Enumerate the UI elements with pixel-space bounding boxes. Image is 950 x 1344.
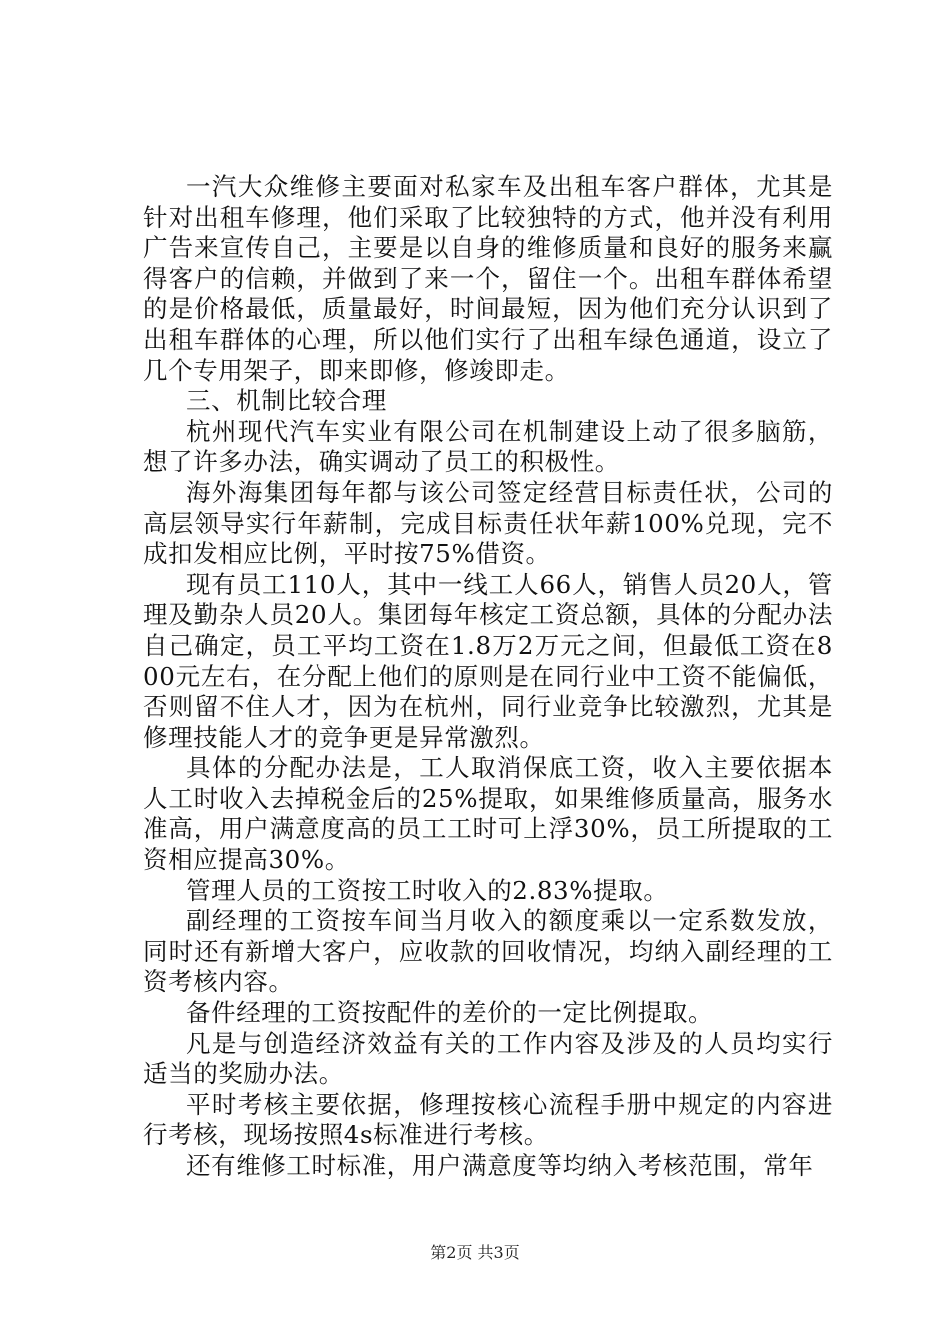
section-heading-mechanism: 三、机制比较合理 <box>186 386 387 416</box>
paragraph-deputy-manager-wages: 副经理的工资按车间当月收入的额度乘以一定系数发放，同时还有新增大客户，应收款的回收情况，均纳入副经理的工资考核内容。 <box>143 906 833 997</box>
document-body <box>143 172 833 1182</box>
page-number-footer: 第2页 共3页 <box>430 1243 520 1262</box>
paragraph-reward-method: 凡是与创造经济效益有关的工作内容及涉及的人员均实行适当的奖励办法。 <box>143 1028 833 1089</box>
paragraph-taxi-service: 一汽大众维修主要面对私家车及出租车客户群体，尤其是针对出租车修理，他们采取了比较独特的方式，他并没有利用广告来宣传自己，主要是以自身的维修质量和良好的服务来赢得客户的信赖，并做到了来一个，留住一个。出租车群体希望的是价格最低，质量最好，时间最短，因为他们充分认识到了出租车群体的心理，所以他们实行了出租车绿色通道，设立了几个专用架子，即来即修，修竣即走。 <box>143 172 833 385</box>
paragraph-distribution-method: 具体的分配办法是，工人取消保底工资，收入主要依据本人工时收入去掉税金后的25%提取，如果维修质量高，服务水准高，用户满意度高的员工工时可上浮30%，员工所提取的工资相应提高30%。 <box>143 753 833 875</box>
paragraph-hangzhou-mechanism: 杭州现代汽车实业有限公司在机制建设上动了很多脑筋，想了许多办法，确实调动了员工的积极性。 <box>143 416 833 477</box>
paragraph-assessment-scope: 还有维修工时标准，用户满意度等均纳入考核范围，常年 <box>186 1151 814 1180</box>
paragraph-manager-wages: 管理人员的工资按工时收入的2.83%提取。 <box>186 875 669 905</box>
paragraph-staff-wages: 现有员工110人，其中一线工人66人，销售人员20人，管理及勤杂人员20人。集团每年核定工资总额，具体的分配办法自己确定，员工平均工资在1.8万2万元之间，但最低工资在800元左右，在分配上他们的原则是在同行业中工资不能偏低，否则留不住人才，因为在杭州，同行业竞争比较激烈，尤其是修理技能人才的竞争更是异常激烈。 <box>143 569 833 752</box>
paragraph-annual-salary: 海外海集团每年都与该公司签定经营目标责任状，公司的高层领导实行年薪制，完成目标责任状年薪100%兑现，完不成扣发相应比例，平时按75%借资。 <box>143 477 833 569</box>
paragraph-assessment-basis: 平时考核主要依据，修理按核心流程手册中规定的内容进行考核，现场按照4s标准进行考核。 <box>143 1089 833 1150</box>
paragraph-parts-manager-wages: 备件经理的工资按配件的差价的一定比例提取。 <box>186 998 714 1028</box>
